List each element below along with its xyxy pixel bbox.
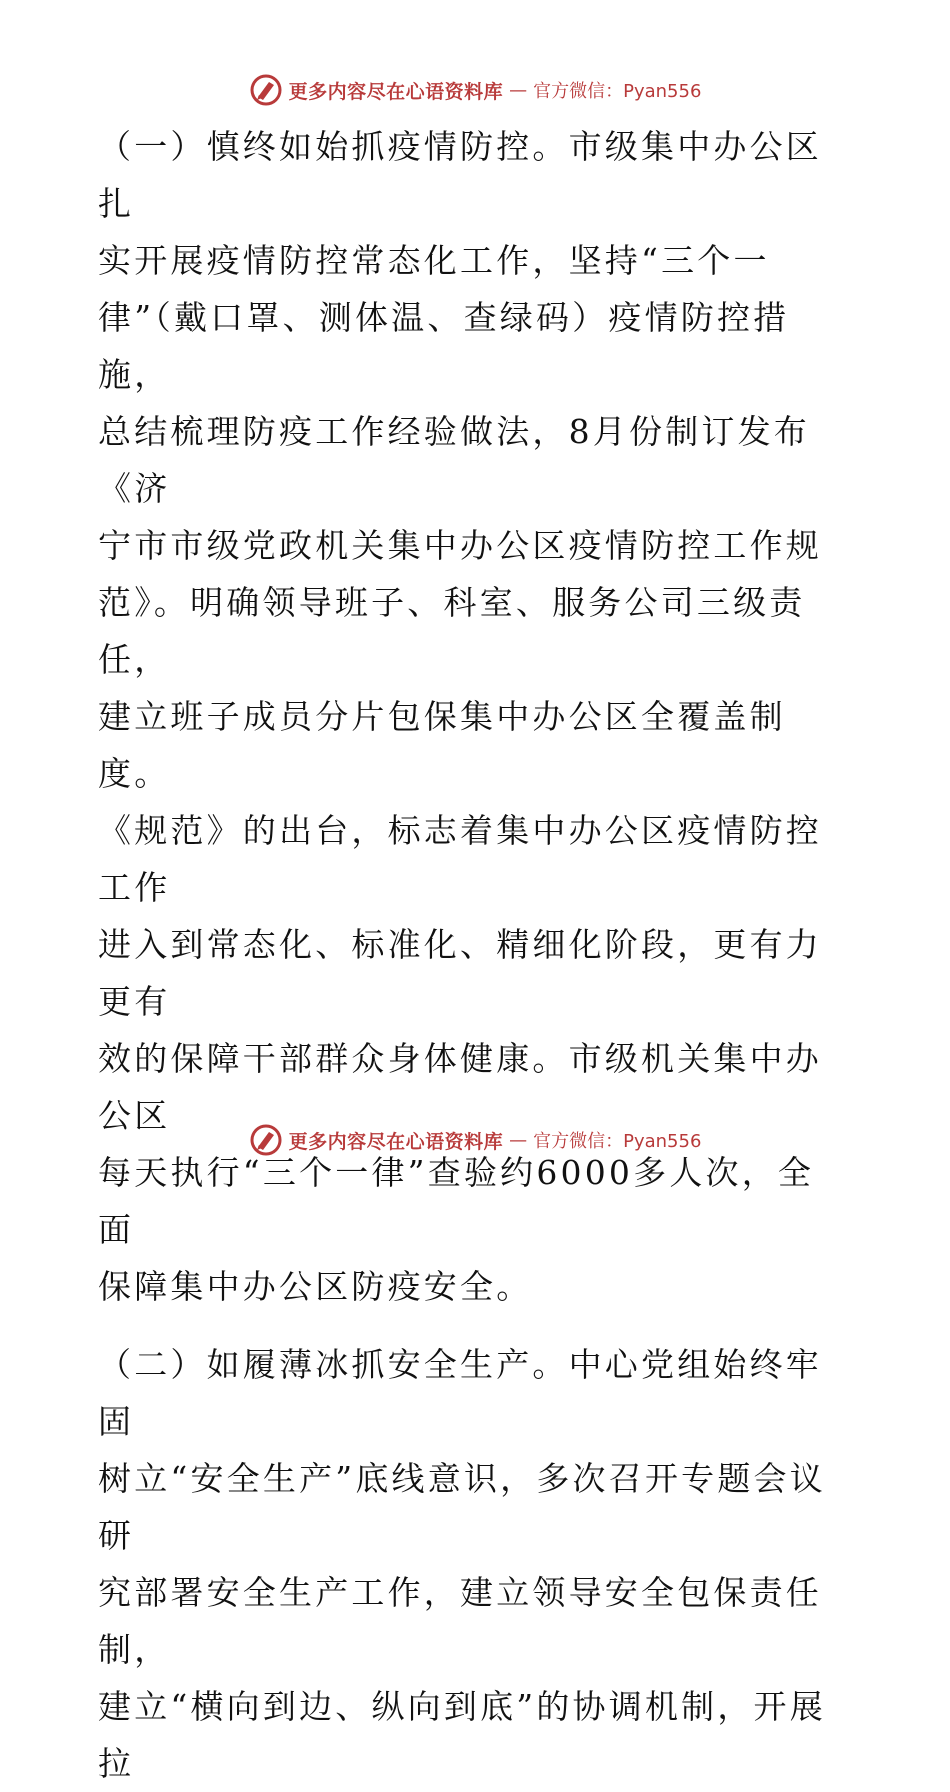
watermark-contact: 官方微信：Pyan556 (533, 81, 702, 102)
page-header-watermark (0, 70, 950, 110)
watermark-brand (249, 1123, 702, 1157)
watermark-brand-text: 更多内容尽在心语资料库 (288, 1130, 504, 1153)
page-footer-watermark (0, 1120, 950, 1160)
watermark-brand-text: 更多内容尽在心语资料库 (288, 80, 504, 103)
watermark-separator: — (509, 79, 528, 101)
pen-circle-logo-icon (249, 1123, 283, 1157)
watermark-separator: — (509, 1129, 528, 1151)
pen-circle-logo-icon (249, 73, 283, 107)
paragraph-safety-production: （二）如履薄冰抓安全生产。中心党组始终牢固 树立“安全生产”底线意识，多次召开专题会议研 究部署安全生产工作，建立领导安全包保责任制， 建立“横向到边、纵向到底”的协调机制，开展拉 (98, 1345, 826, 1783)
paragraph-epidemic-control: （一）慎终如始抓疫情防控。市级集中办公区扎 实开展疫情防控常态化工作，坚持“三个一 律”（戴口罩、测体温、查绿码）疫情防控措施， 总结梳理防疫工作经验做法，8月份制订发布《济 宁市市级党政机关集中办公区疫情防控工作规 范》。明确领导班子、科室、服务公司三级责任， 建立班子成员分片包保集中办公区全覆盖制度。 《规范》的出台，标志着集中办公区疫情防控工作 进入到常态化、标准化、精细化阶段，更有力更有 效的保障干部群众身体健康。市级机关集中办公区 每天执行“三个一律”查验约6000多人次，全面 保障集中办公区防疫安全。 (98, 127, 822, 1306)
watermark-brand (249, 73, 702, 107)
document-body (98, 118, 850, 1792)
watermark-contact: 官方微信：Pyan556 (533, 1131, 702, 1152)
